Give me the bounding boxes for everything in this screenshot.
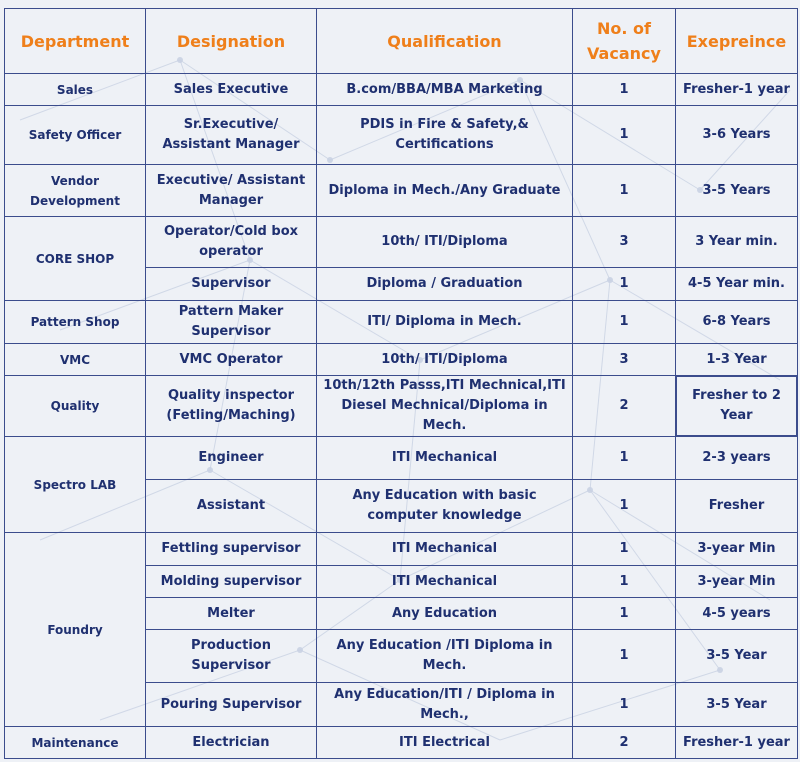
header-experience: Exepreince [676,9,798,74]
designation-cell: Electrician [146,727,317,759]
vacancy-cell: 1 [573,630,676,683]
qualification-cell: 10th/ ITI/Diploma [317,217,573,268]
table-row [5,533,798,566]
designation-cell: Production Supervisor [146,630,317,683]
designation-cell: Operator/Cold box operator [146,217,317,268]
experience-cell: Fresher-1 year [676,74,798,106]
designation-cell: Executive/ Assistant Manager [146,165,317,217]
experience-cell: 3-year Min [676,566,798,598]
designation-cell: Melter [146,598,317,630]
experience-cell: 3-5 Year [676,683,798,727]
vacancy-cell: 1 [573,598,676,630]
vacancy-cell: 1 [573,268,676,301]
table-row [5,301,798,344]
vacancy-cell: 1 [573,74,676,106]
vacancy-table-container [4,8,797,759]
qualification-cell: ITI/ Diploma in Mech. [317,301,573,344]
experience-cell: 3-5 Year [676,630,798,683]
experience-cell: 6-8 Years [676,301,798,344]
header-qualification: Qualification [317,9,573,74]
qualification-cell: ITI Mechanical [317,437,573,480]
department-cell: CORE SHOP [5,217,146,301]
designation-cell: Fettling supervisor [146,533,317,566]
qualification-cell: Any Education with basic computer knowledge [317,480,573,533]
experience-cell: Fresher-1 year [676,727,798,759]
designation-cell: Supervisor [146,268,317,301]
qualification-cell: ITI Electrical [317,727,573,759]
department-cell: Foundry [5,533,146,727]
qualification-cell: Diploma in Mech./Any Graduate [317,165,573,217]
experience-cell: 4-5 years [676,598,798,630]
department-cell: Vendor Development [5,165,146,217]
vacancy-cell: 1 [573,301,676,344]
vacancy-cell: 1 [573,566,676,598]
header-vacancy: No. of Vacancy [573,9,676,74]
designation-cell: Assistant [146,480,317,533]
vacancy-cell: 1 [573,437,676,480]
experience-cell: 3-6 Years [676,106,798,165]
vacancy-table [4,8,798,759]
qualification-cell: 10th/12th Passs,ITI Mechnical,ITI Diesel Mechnical/Diploma in Mech. [317,376,573,437]
vacancy-cell: 3 [573,217,676,268]
qualification-cell: PDIS in Fire & Safety,& Certifications [317,106,573,165]
designation-cell: Engineer [146,437,317,480]
table-row [5,437,798,480]
designation-cell: Pattern Maker Supervisor [146,301,317,344]
department-cell: Safety Officer [5,106,146,165]
qualification-cell: 10th/ ITI/Diploma [317,344,573,376]
qualification-cell: Diploma / Graduation [317,268,573,301]
experience-cell: 1-3 Year [676,344,798,376]
table-row [5,74,798,106]
vacancy-cell: 1 [573,106,676,165]
designation-cell: Sr.Executive/ Assistant Manager [146,106,317,165]
department-cell: Quality [5,376,146,437]
designation-cell: VMC Operator [146,344,317,376]
department-cell: VMC [5,344,146,376]
department-cell: Pattern Shop [5,301,146,344]
header-department: Department [5,9,146,74]
experience-cell: 4-5 Year min. [676,268,798,301]
department-cell: Sales [5,74,146,106]
designation-cell: Molding supervisor [146,566,317,598]
experience-cell: Fresher to 2 Year [676,376,798,437]
table-row [5,165,798,217]
qualification-cell: Any Education/ITI / Diploma in Mech., [317,683,573,727]
table-row [5,376,798,437]
qualification-cell: Any Education /ITI Diploma in Mech. [317,630,573,683]
experience-cell: 3-year Min [676,533,798,566]
vacancy-cell: 2 [573,376,676,437]
table-row [5,727,798,759]
vacancy-cell: 1 [573,480,676,533]
experience-cell: Fresher [676,480,798,533]
table-row [5,217,798,268]
qualification-cell: ITI Mechanical [317,566,573,598]
designation-cell: Sales Executive [146,74,317,106]
qualification-cell: Any Education [317,598,573,630]
vacancy-cell: 1 [573,533,676,566]
vacancy-cell: 2 [573,727,676,759]
qualification-cell: ITI Mechanical [317,533,573,566]
experience-cell: 2-3 years [676,437,798,480]
vacancy-cell: 1 [573,165,676,217]
table-row [5,106,798,165]
experience-cell: 3-5 Years [676,165,798,217]
vacancy-cell: 3 [573,344,676,376]
department-cell: Maintenance [5,727,146,759]
header-designation: Designation [146,9,317,74]
designation-cell: Quality inspector (Fetling/Maching) [146,376,317,437]
table-row [5,344,798,376]
header-row [5,9,798,74]
qualification-cell: B.com/BBA/MBA Marketing [317,74,573,106]
department-cell: Spectro LAB [5,437,146,533]
vacancy-cell: 1 [573,683,676,727]
designation-cell: Pouring Supervisor [146,683,317,727]
experience-cell: 3 Year min. [676,217,798,268]
